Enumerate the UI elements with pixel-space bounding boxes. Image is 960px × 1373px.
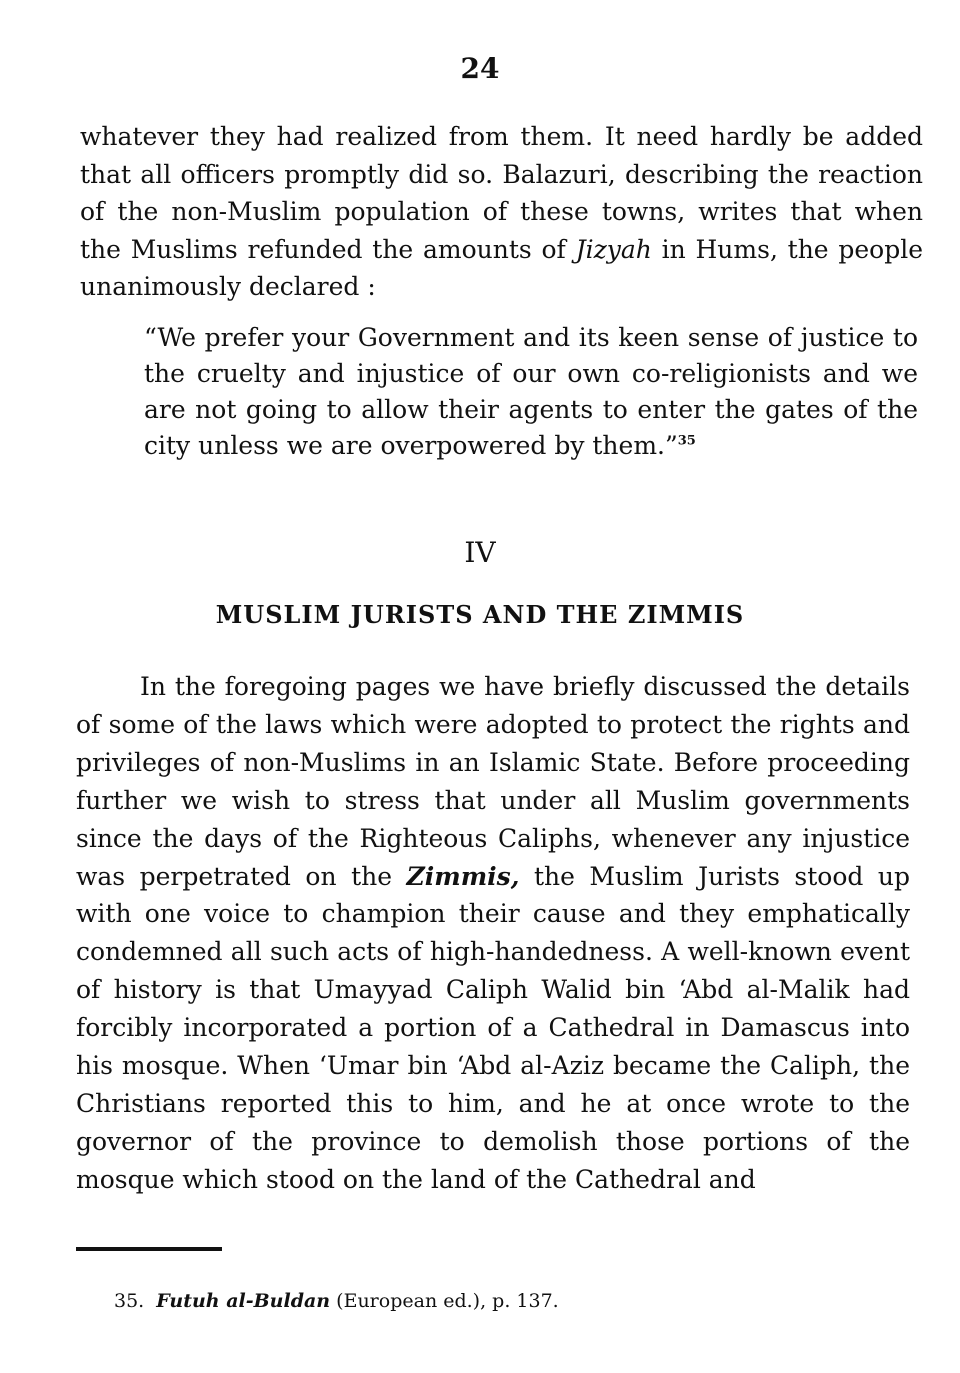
paragraph-2-text-a: In the foregoing pages we have briefly discussed the details of some of the laws which were adopted to protect the rights and privileges of non-Muslims in an Islamic State. Before proceeding further we wish to stress that under all Muslim governments since the days of the Righteous Caliphs, whenever any injustice was perpetrated on the [76,672,910,891]
footnote-source-title: Futuh al-Buldan [156,1290,331,1312]
footnote-source-details: (European ed.), p. 137. [330,1290,559,1312]
paragraph-2-text-b: the Muslim Jurists stood up with one voice to champion their cause and they emphatically condemned all such acts of high-handedness. A well-known event of history is that Umayyad Caliph Walid bin ‘Abd al-Malik had forcibly incorporated a portion of a Cathedral in Damascus into his mosque. When ‘Umar bin ‘Abd al-Aziz became the Caliph, the Christians reported this to him, and he at once wrote to the governor of the province to demolish those portions of the mosque which stood on the land of the Cathedral and [76,861,911,1194]
term-jizyah: Jizyah [575,234,652,264]
page-number: 24 [460,52,500,85]
footnote-divider [76,1247,222,1251]
footnote-number: 35. [114,1290,145,1312]
quote-text: “We prefer your Government and its keen sense of justice to the cruelty and injustice of our own co-religionists and we are not going to allow their agents to enter the gates of the city unless we are overpowered by them.” [144,323,918,460]
footnote [114,1290,559,1312]
footnote-reference: 35 [677,433,696,449]
block-quote [144,320,918,464]
paragraph-1-text-b: in Hums, the people unanimously declared : [80,234,924,302]
section-numeral: IV [464,536,496,569]
paragraph-1-text-a: whatever they had realized from them. It need hardly be added that all officers promptly did so. Balazuri, describing the reaction of the non-Muslim population of these towns, writes that when the Muslims refunded the amounts of [80,122,923,264]
body-paragraph-1 [80,118,923,306]
body-paragraph-2 [76,668,910,1199]
section-heading: MUSLIM JURISTS AND THE ZIMMIS [215,600,745,629]
term-zimmis: Zimmis, [406,861,520,891]
